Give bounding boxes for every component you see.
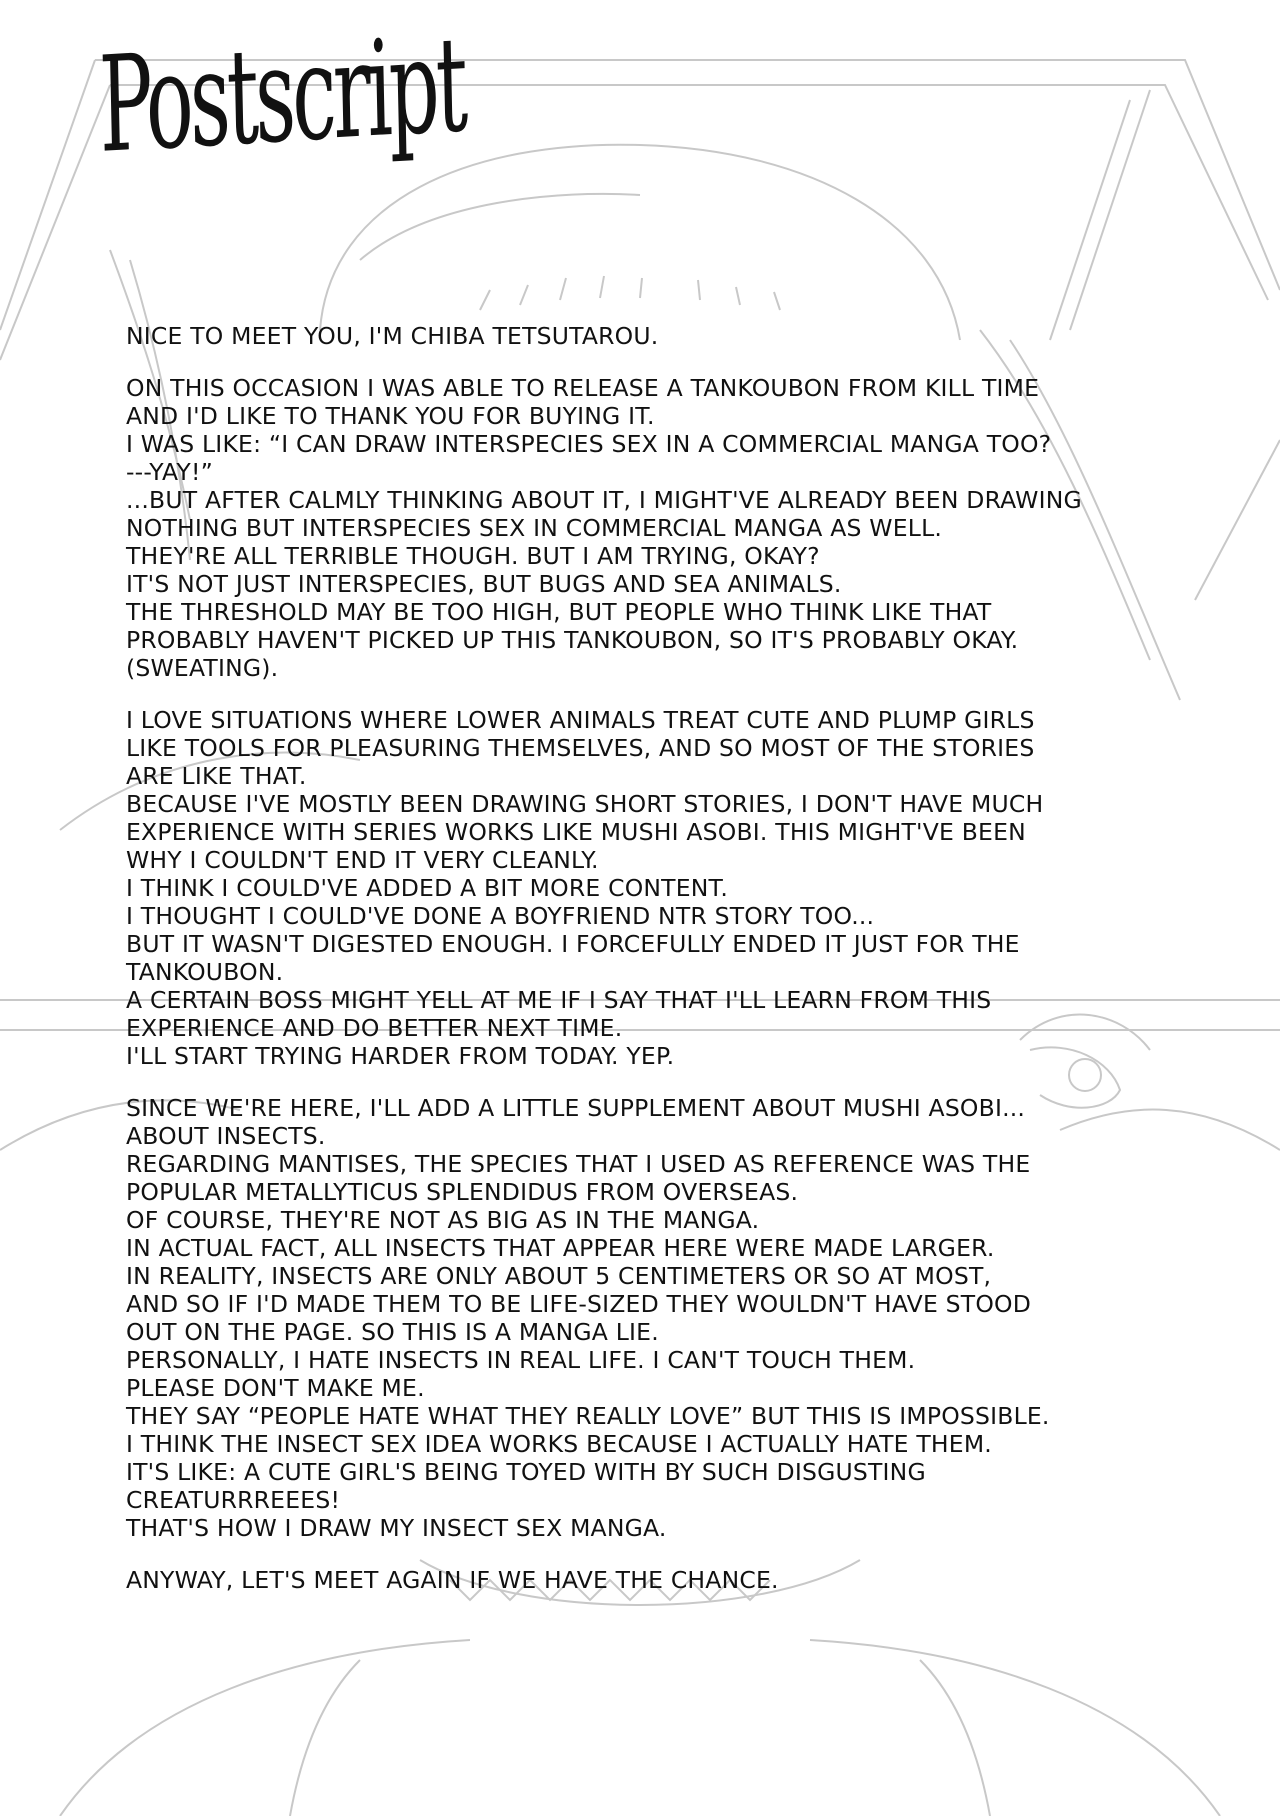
text-line: THEY SAY “PEOPLE HATE WHAT THEY REALLY LOVE” BUT THIS IS IMPOSSIBLE. — [126, 1402, 1050, 1430]
page-title: Postscript — [97, 7, 466, 183]
paragraph — [126, 322, 1206, 350]
text-line: ON THIS OCCASION I WAS ABLE TO RELEASE A TANKOUBON FROM KILL TIME — [126, 374, 1040, 402]
text-line: CREATURRREEES! — [126, 1486, 341, 1514]
text-line: EXPERIENCE WITH SERIES WORKS LIKE MUSHI ASOBI. THIS MIGHT'VE BEEN — [126, 818, 1026, 846]
paragraph — [126, 706, 1206, 1070]
text-line: SINCE WE'RE HERE, I'LL ADD A LITTLE SUPPLEMENT ABOUT MUSHI ASOBI... — [126, 1094, 1026, 1122]
text-line: IN ACTUAL FACT, ALL INSECTS THAT APPEAR HERE WERE MADE LARGER. — [126, 1234, 995, 1262]
text-line: NOTHING BUT INTERSPECIES SEX IN COMMERCIAL MANGA AS WELL. — [126, 514, 943, 542]
paragraph — [126, 1094, 1206, 1542]
text-line: BUT IT WASN'T DIGESTED ENOUGH. I FORCEFULLY ENDED IT JUST FOR THE — [126, 930, 1020, 958]
text-line: THAT'S HOW I DRAW MY INSECT SEX MANGA. — [126, 1514, 667, 1542]
text-line: I THINK I COULD'VE ADDED A BIT MORE CONTENT. — [126, 874, 728, 902]
text-line: ABOUT INSECTS. — [126, 1122, 326, 1150]
text-line: ---YAY!” — [126, 458, 213, 486]
text-line: ARE LIKE THAT. — [126, 762, 307, 790]
text-line: EXPERIENCE AND DO BETTER NEXT TIME. — [126, 1014, 623, 1042]
text-line: I WAS LIKE: “I CAN DRAW INTERSPECIES SEX IN A COMMERCIAL MANGA TOO? — [126, 430, 1052, 458]
text-line: POPULAR METALLYTICUS SPLENDIDUS FROM OVERSEAS. — [126, 1178, 799, 1206]
text-line: TANKOUBON. — [126, 958, 284, 986]
text-line: AND I'D LIKE TO THANK YOU FOR BUYING IT. — [126, 402, 655, 430]
text-line: THE THRESHOLD MAY BE TOO HIGH, BUT PEOPLE WHO THINK LIKE THAT — [126, 598, 992, 626]
text-line: ...BUT AFTER CALMLY THINKING ABOUT IT, I MIGHT'VE ALREADY BEEN DRAWING — [126, 486, 1082, 514]
text-line: (SWEATING). — [126, 654, 279, 682]
text-line: IN REALITY, INSECTS ARE ONLY ABOUT 5 CENTIMETERS OR SO AT MOST, — [126, 1262, 992, 1290]
text-line: PERSONALLY, I HATE INSECTS IN REAL LIFE. I CAN'T TOUCH THEM. — [126, 1346, 916, 1374]
text-line: WHY I COULDN'T END IT VERY CLEANLY. — [126, 846, 599, 874]
text-line: ANYWAY, LET'S MEET AGAIN IF WE HAVE THE CHANCE. — [126, 1566, 779, 1594]
text-line: I THOUGHT I COULD'VE DONE A BOYFRIEND NTR STORY TOO... — [126, 902, 875, 930]
postscript-text — [126, 322, 1206, 1618]
text-line: LIKE TOOLS FOR PLEASURING THEMSELVES, AND SO MOST OF THE STORIES — [126, 734, 1035, 762]
text-line: PROBABLY HAVEN'T PICKED UP THIS TANKOUBON, SO IT'S PROBABLY OKAY. — [126, 626, 1019, 654]
text-line: IT'S NOT JUST INTERSPECIES, BUT BUGS AND SEA ANIMALS. — [126, 570, 842, 598]
text-line: PLEASE DON'T MAKE ME. — [126, 1374, 425, 1402]
text-line: NICE TO MEET YOU, I'M CHIBA TETSUTAROU. — [126, 322, 659, 350]
text-line: A CERTAIN BOSS MIGHT YELL AT ME IF I SAY THAT I'LL LEARN FROM THIS — [126, 986, 992, 1014]
text-line: IT'S LIKE: A CUTE GIRL'S BEING TOYED WITH BY SUCH DISGUSTING — [126, 1458, 926, 1486]
paragraph — [126, 374, 1206, 682]
paragraph — [126, 1566, 1206, 1594]
text-line: OUT ON THE PAGE. SO THIS IS A MANGA LIE. — [126, 1318, 659, 1346]
text-line: BECAUSE I'VE MOSTLY BEEN DRAWING SHORT STORIES, I DON'T HAVE MUCH — [126, 790, 1044, 818]
text-line: REGARDING MANTISES, THE SPECIES THAT I USED AS REFERENCE WAS THE — [126, 1150, 1031, 1178]
text-line: I'LL START TRYING HARDER FROM TODAY. YEP. — [126, 1042, 675, 1070]
text-line: I THINK THE INSECT SEX IDEA WORKS BECAUSE I ACTUALLY HATE THEM. — [126, 1430, 992, 1458]
text-line: I LOVE SITUATIONS WHERE LOWER ANIMALS TREAT CUTE AND PLUMP GIRLS — [126, 706, 1035, 734]
text-line: THEY'RE ALL TERRIBLE THOUGH. BUT I AM TRYING, OKAY? — [126, 542, 820, 570]
text-line: OF COURSE, THEY'RE NOT AS BIG AS IN THE MANGA. — [126, 1206, 760, 1234]
text-line: AND SO IF I'D MADE THEM TO BE LIFE-SIZED THEY WOULDN'T HAVE STOOD — [126, 1290, 1032, 1318]
